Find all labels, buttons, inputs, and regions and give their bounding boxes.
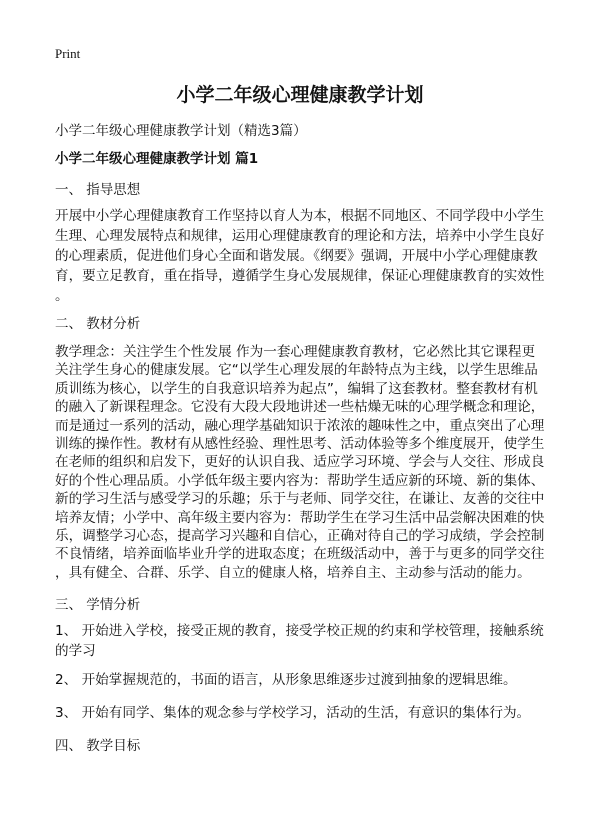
paragraph-line: 好的个性心理品质。小学低年级主要内容为：帮助学生适应新的环境、新的集体、 [55,472,545,489]
paragraph [55,621,585,661]
page-title: 小学二年级心理健康教学计划 [176,84,424,106]
paragraph-line: 的心理素质，促进他们身心全面和谐发展。《纲要》强调，开展中小学心理健康教 [55,248,538,264]
paragraph-line: ，具有健全、合群、乐学、自立的健康人格，培养自主、主动参与活动的能力。 [55,564,531,581]
section-heading: 四、 教学目标 [55,738,141,754]
paragraph-line: 3、 开始有同学、集体的观念参与学校学习，活动的生活，有意识的集体行为。 [55,705,531,721]
paragraph-line: 质训练为核心，以学生的自我意识培养为起点”，编辑了这套教材。整套教材有机 [55,380,538,397]
paragraph [55,703,585,723]
section-heading: 一、 指导思想 [55,182,141,198]
paragraph-line: 。 [55,288,69,304]
paragraph-line: 新的学习生活与感受学习的乐趣；乐于与老师、同学交往，在谦让、友善的交往中 [55,491,545,508]
article-heading: 小学二年级心理健康教学计划 篇1 [55,151,259,167]
paragraph-line: 生理、心理发展特点和规律，运用心理健康教育的理论和方法，培养中小学生良好 [55,228,545,244]
paragraph-line: 而是通过一系列的活动，融心理学基础知识于浓浓的趣味性之中，重点突出了心理 [55,417,545,434]
section-heading: 三、 学情分析 [55,597,141,613]
paragraph-line: 1、 开始进入学校，接受正规的教育，接受学校正规的约束和学校管理，接触系统 [55,623,544,639]
paragraph-line: 育，要立足教育，重在指导，遵循学生身心发展规律，保证心理健康教育的实效性 [55,268,545,284]
print-link[interactable]: Print [55,46,81,61]
paragraph-line: 关注学生身心的健康发展。它“以学生心理发展的年龄特点为主线，以学生思维品 [55,362,538,379]
paragraph-line: 乐，调整学习心态，提高学习兴趣和自信心，正确对待自己的学习成绩，学会控制 [55,528,545,545]
paragraph [55,206,585,306]
paragraph-line: 的融入了新课程理念。它没有大段大段地讲述一些枯燥无味的心理学概念和理论， [55,399,545,416]
paragraph [55,343,585,582]
subtitle: 小学二年级心理健康教学计划（精选3篇） [55,123,307,139]
paragraph-line: 培养友情；小学中、高年级主要内容为：帮助学生在学习生活中品尝解决困难的快 [55,509,545,526]
paragraph-line: 的学习 [55,643,96,659]
paragraph [55,670,585,690]
paragraph-line: 训练的操作性。教材有从感性经验、理性思考、活动体验等多个维度展开，使学生 [55,436,545,453]
paragraph-line: 不良情绪，培养面临毕业升学的进取态度；在班级活动中，善于与更多的同学交往 [55,546,545,563]
section-heading: 二、 教材分析 [55,316,141,332]
paragraph-line: 开展中小学心理健康教育工作坚持以育人为本，根据不同地区、不同学段中小学生 [55,208,545,224]
paragraph-line: 教学理念：关注学生个性发展 作为一套心理健康教育教材，它必然比其它课程更 [55,344,536,360]
paragraph-line: 在老师的组织和启发下，更好的认识自我、适应学习环境、学会与人交往、形成良 [55,454,545,471]
paragraph-line: 2、 开始掌握规范的，书面的语言，从形象思维逐步过渡到抽象的逻辑思维。 [55,672,517,688]
